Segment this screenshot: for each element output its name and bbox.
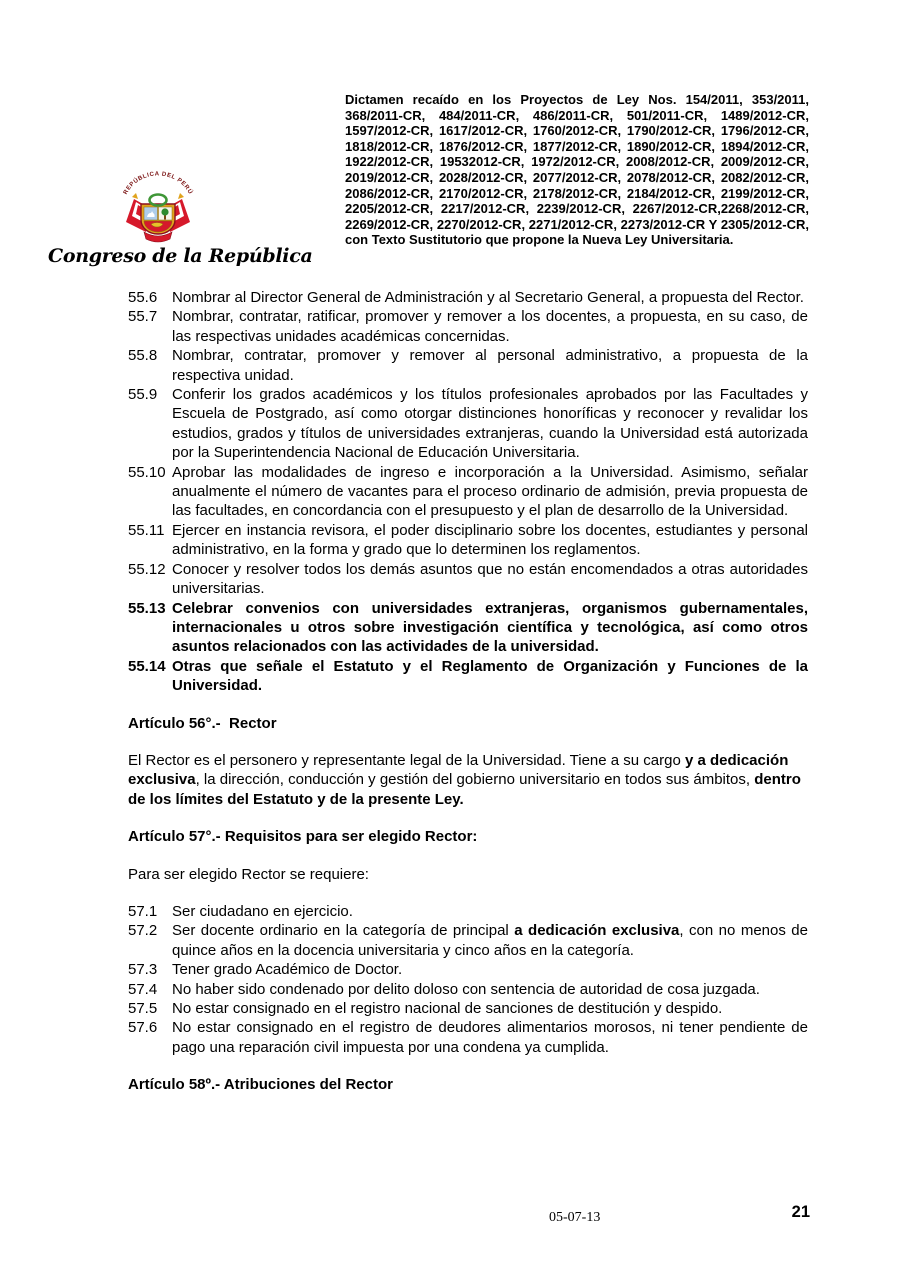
- list-articulo-57: [128, 902, 808, 1057]
- text-run: Conferir los grados académicos y los títulos profesionales aprobados por las Facultades y Escuela de Postgrado, así como otorgar distinciones honoríficas y reconocer y revalidar los estudios, grados y títulos de universidades extranjeras, cuando la Universidad está autorizada por la Superintendencia Nacional de Educación Universitaria.: [172, 386, 808, 462]
- list-item-text: [172, 386, 808, 461]
- bold-text-run: dentro de los límites del Estatuto y de la presente Ley.: [128, 771, 801, 808]
- list-item: [128, 999, 808, 1018]
- list-item-number: 55.12: [128, 560, 166, 578]
- text-run: Nombrar, contratar, promover y remover al personal administrativo, a propuesta de la respectiva unidad.: [172, 347, 808, 384]
- list-item-number: 57.2: [128, 922, 158, 940]
- text-run: Ser ciudadano en ejercicio.: [172, 902, 353, 920]
- list-item-number: 55.14: [128, 657, 166, 675]
- list-item-text: [172, 522, 808, 558]
- article-57-heading: Artículo 57°.- Requisitos para ser elegido Rector:: [128, 828, 478, 846]
- svg-text:REPÚBLICA DEL PERÚ: [123, 171, 194, 195]
- list-item-text: [172, 347, 808, 383]
- list-item-text: [172, 561, 808, 597]
- list-articulo-55: [128, 288, 808, 696]
- list-item: [128, 980, 808, 999]
- seal-arc-text: REPÚBLICA DEL PERÚ: [122, 171, 194, 196]
- list-item: [128, 288, 808, 307]
- list-item-number: 57.3: [128, 961, 158, 979]
- text-run: Aprobar las modalidades de ingreso e incorporación a la Universidad. Asimismo, señalar anualmente el número de vacantes para el proceso ordinario de admisión, previa propuesta de las facultades, en concordancia con el presupuesto y el plan de desarrollo de la Universidad.: [172, 463, 808, 520]
- text-run: No estar consignado en el registro nacional de sanciones de destitución y despido.: [172, 1000, 723, 1017]
- article-58-heading: Artículo 58º.- Atribuciones del Rector: [128, 1076, 393, 1094]
- list-item-number: 57.4: [128, 980, 158, 998]
- text-run: No haber sido condenado por delito doloso con sentencia de autoridad de cosa juzgada.: [172, 980, 760, 998]
- article-56-paragraph: [128, 751, 808, 809]
- text-run: , la dirección, conducción y gestión del gobierno universitario en todos sus ámbitos,: [195, 771, 755, 789]
- list-item-text: [172, 1000, 722, 1017]
- bold-text-run: y a dedicación exclusiva: [128, 751, 789, 789]
- list-item: [128, 346, 808, 385]
- list-item: [128, 921, 808, 960]
- list-item-number: 55.8: [128, 347, 158, 365]
- list-item-number: 55.9: [128, 386, 158, 404]
- text-run: El Rector es el personero y representante legal de la Universidad. Tiene a su cargo: [128, 751, 685, 769]
- list-item-number: 57.1: [128, 902, 158, 920]
- list-item: [128, 307, 808, 346]
- list-item-text: [172, 308, 808, 344]
- list-item-text: [172, 922, 808, 958]
- peru-coat-of-arms-icon: [112, 166, 204, 254]
- list-item: [128, 385, 808, 463]
- list-item-text: [172, 464, 808, 520]
- article-56-heading: Artículo 56°.- Rector: [128, 714, 277, 732]
- text-run: , con no menos de quince años en la docencia universitaria y cinco años en la categoría.: [172, 922, 808, 959]
- text-run: Nombrar, contratar, ratificar, promover y remover a los docentes, a propuesta, en su caso, de las respectivas unidades académicas concernidas.: [172, 308, 808, 345]
- article-57-intro: Para ser elegido Rector se requiere:: [128, 865, 369, 883]
- list-item-number: 55.7: [128, 308, 158, 326]
- congress-wordmark: Congreso de la República: [48, 245, 313, 267]
- text-run: No estar consignado en el registro de deudores alimentarios morosos, ni tener pendiente de pago una reparación civil impuesta por una condena ya cumplida.: [172, 1019, 808, 1056]
- list-item-text: [172, 289, 804, 306]
- list-item: [128, 1018, 808, 1057]
- text-run: Ejercer en instancia revisora, el poder disciplinario sobre los docentes, estudiantes y personal administrativo, en la forma y grado que lo determinen los reglamentos.: [172, 521, 808, 559]
- list-item-number: 55.13: [128, 599, 166, 617]
- list-item-text: [172, 981, 760, 998]
- list-item: [128, 463, 808, 521]
- list-item: [128, 599, 808, 657]
- bold-text-run: Celebrar convenios con universidades extranjeras, organismos gubernamentales, internacionales u otros sobre investigación científica y tecnológica, así como otros asuntos relacionados con las actividades de la universidad.: [172, 599, 808, 656]
- list-item-text: [172, 600, 808, 656]
- list-item-number: 55.6: [128, 289, 158, 306]
- list-item: [128, 657, 808, 696]
- text-run: Ser docente ordinario en la categoría de principal: [172, 922, 515, 940]
- text-run: Conocer y resolver todos los demás asuntos que no están encomendados a otras autoridades universitarias.: [172, 560, 808, 598]
- document-body: [128, 288, 808, 1113]
- list-item: [128, 560, 808, 599]
- page-number: 21: [791, 1203, 810, 1221]
- list-item: [128, 902, 808, 921]
- text-run: Tener grado Académico de Doctor.: [172, 961, 403, 979]
- list-item-text: [172, 903, 353, 920]
- list-item-text: [172, 961, 402, 978]
- list-item: [128, 521, 808, 560]
- footer-date: 05-07-13: [549, 1210, 601, 1225]
- text-run: Nombrar al Director General de Administración y al Secretario General, a propuesta del Rector.: [172, 289, 804, 306]
- bold-text-run: a dedicación exclusiva: [514, 922, 680, 940]
- list-item-number: 57.5: [128, 1000, 158, 1017]
- list-item-number: 57.6: [128, 1019, 158, 1037]
- bold-text-run: Otras que señale el Estatuto y el Reglamento de Organización y Funciones de la Universidad.: [172, 657, 808, 695]
- list-item-number: 55.11: [128, 521, 165, 539]
- list-item-text: [172, 1019, 808, 1055]
- list-item: [128, 960, 808, 979]
- list-item-text: [172, 658, 808, 694]
- list-item-number: 55.10: [128, 463, 166, 481]
- dictamen-header-text: Dictamen recaído en los Proyectos de Ley Nos. 154/2011, 353/2011, 368/2011-CR, 484/2011-CR, 486/2011-CR, 501/2011-CR, 1489/2012-CR, 1597/2012-CR, 1617/2012-CR, 1760/2012-CR, 1790/2012-CR, 1796/2012-CR, 1818/2012-CR, 1876/2012-CR, 1877/2012-CR, 1890/2012-CR, 1894/2012-CR, 1922/2012-CR, 19532012-CR, 1972/2012-CR, 2008/2012-CR, 2009/2012-CR, 2019/2012-CR, 2028/2012-CR, 2077/2012-CR, 2078/2012-CR, 2082/2012-CR, 2086/2012-CR, 2170/2012-CR, 2178/2012-CR, 2184/2012-CR, 2199/2012-CR, 2205/2012-CR, 2217/2012-CR, 2239/2012-CR, 2267/2012-CR,2268/2012-CR, 2269/2012-CR, 2270/2012-CR, 2271/2012-CR, 2273/2012-CR Y 2305/2012-CR, con Texto Sustitutorio que propone la Nueva Ley Universitaria.: [345, 92, 809, 248]
